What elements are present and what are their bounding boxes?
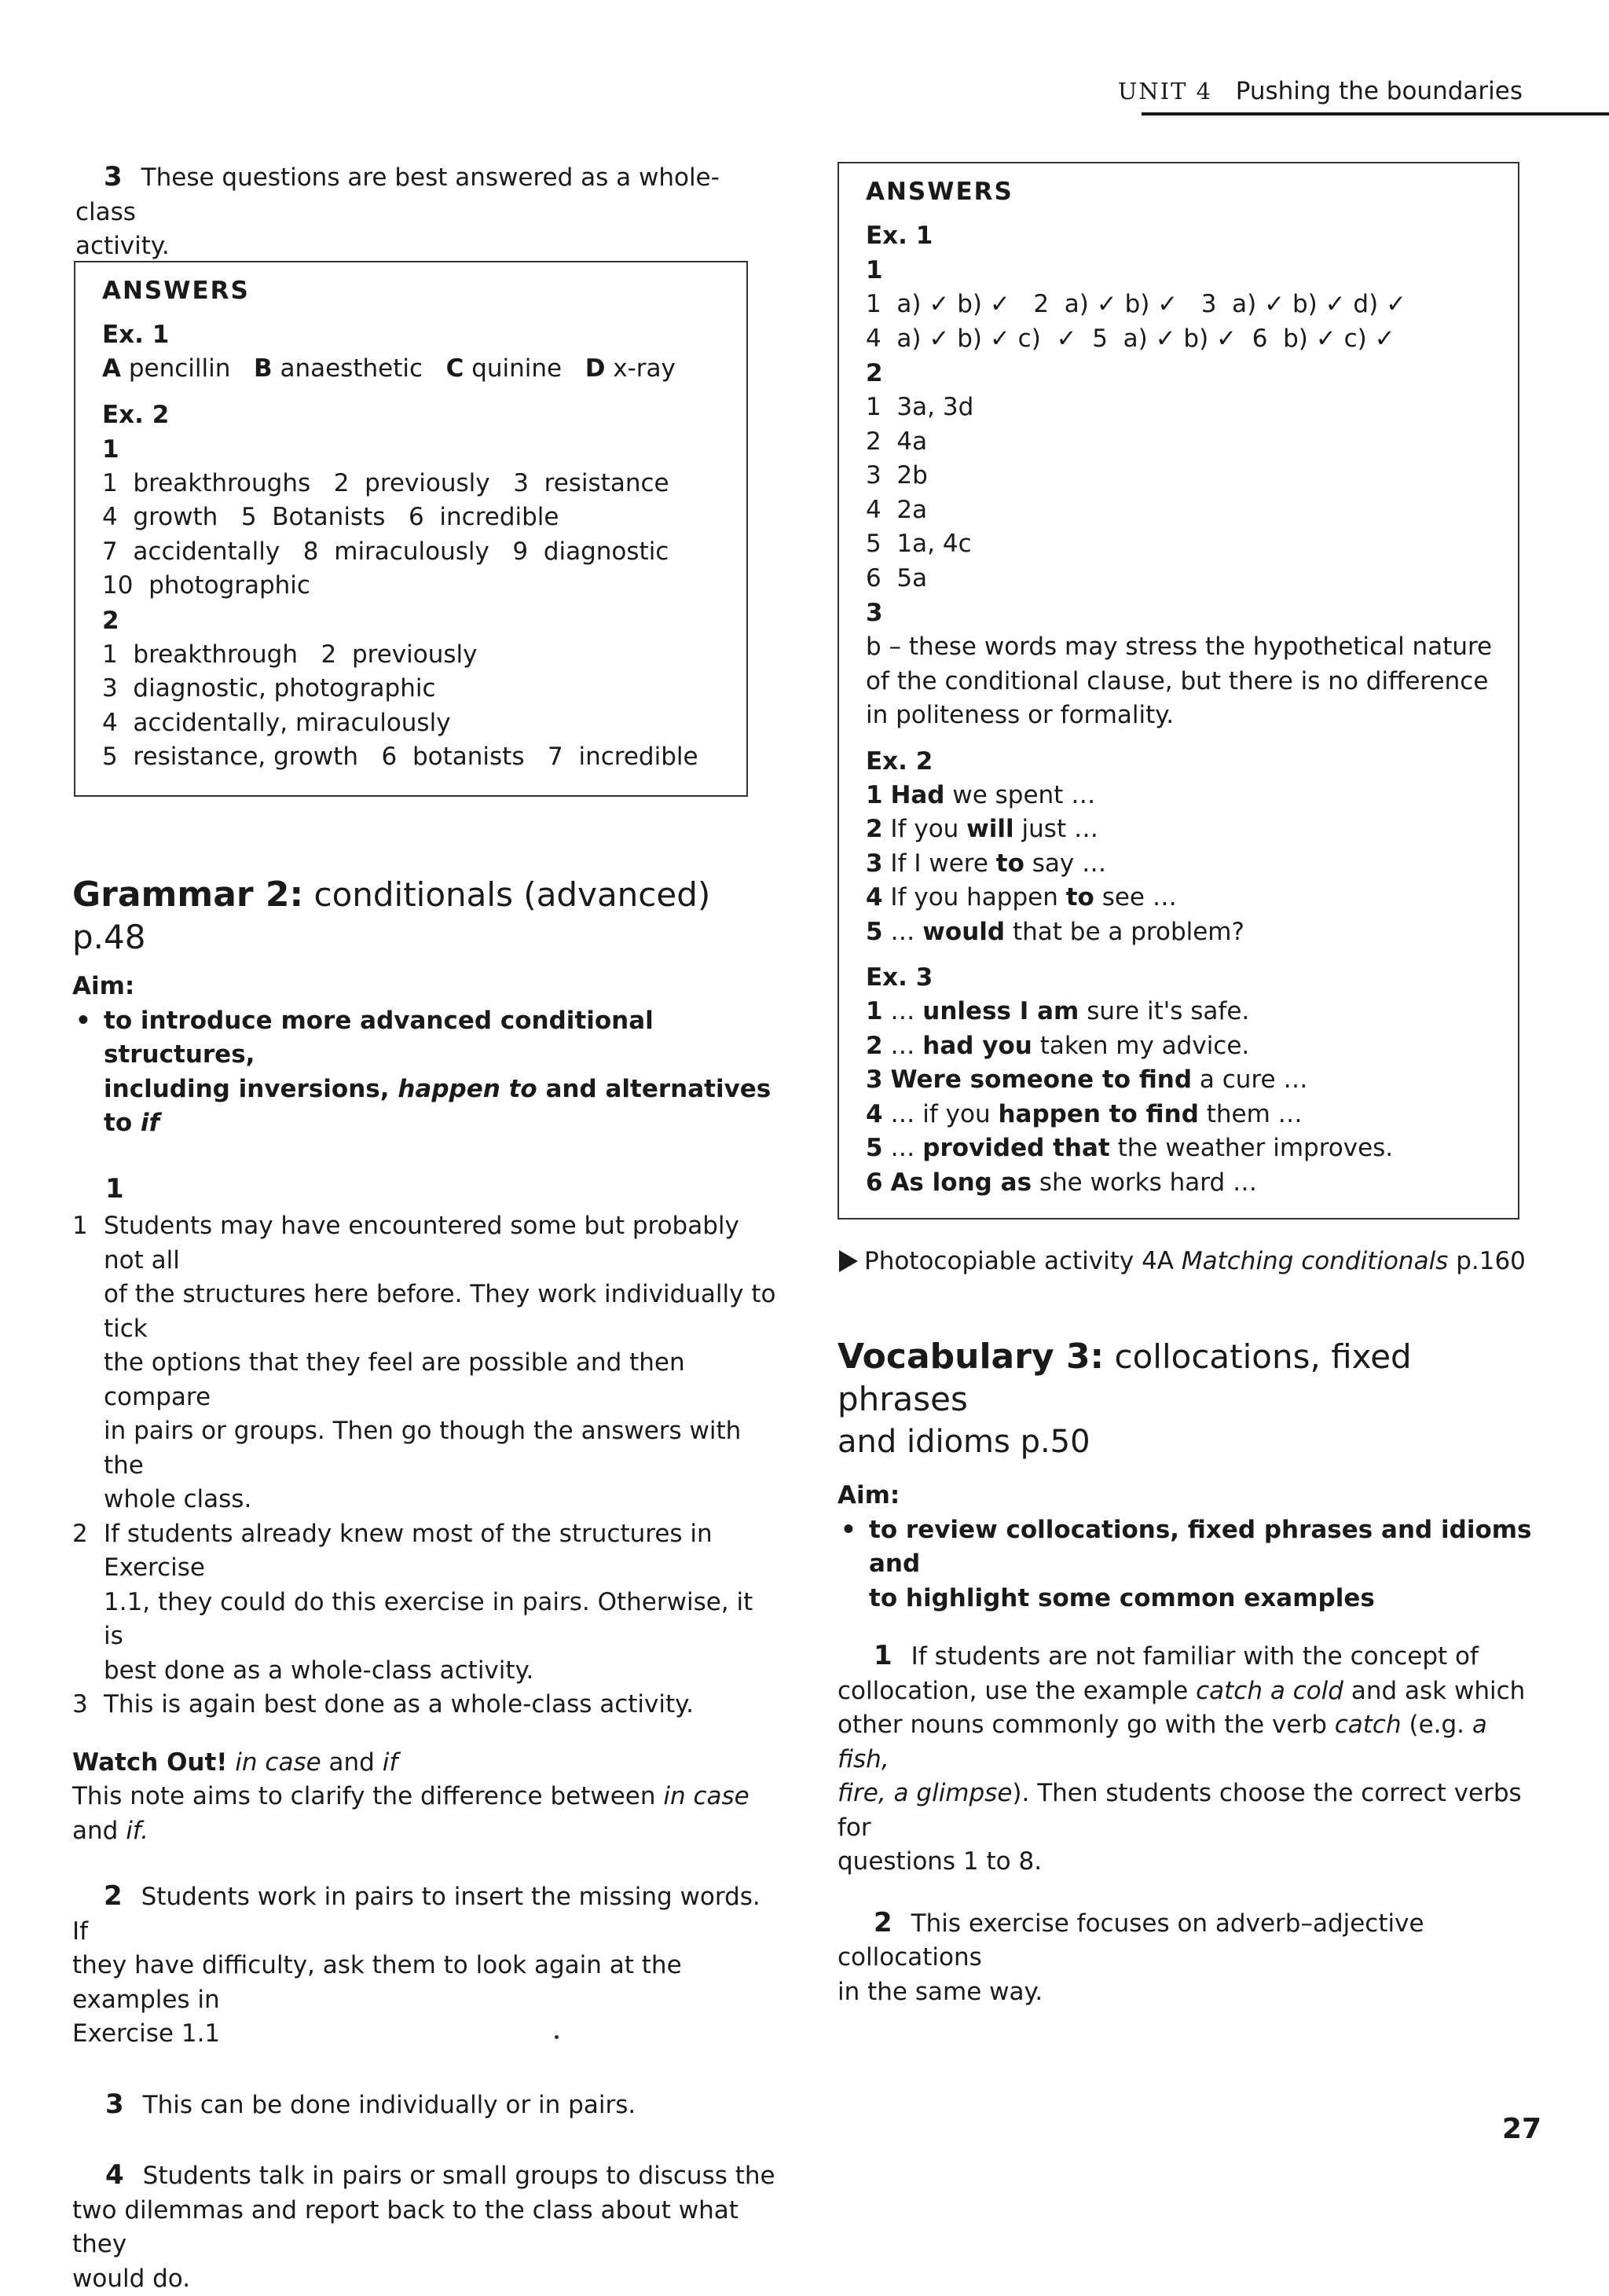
aim-bullet: • to introduce more advanced conditional structures, including inversions, happen to and alternatives to if (72, 1004, 779, 1141)
ex-label: Ex. 1 (102, 317, 746, 352)
answer-line: 4 … if you happen to find them … (866, 1098, 1518, 1132)
exercise-text: These questions are best answered as a whole-class (75, 163, 720, 226)
list-item: 3 This is again best done as a whole-class activity. (72, 1688, 779, 1722)
section-title: Vocabulary 3: collocations, fixed phrases (837, 1336, 1545, 1421)
answer-line: 5 … would that be a problem? (866, 915, 1518, 950)
ex-label: Ex. 1 (866, 218, 1518, 253)
part-number: 2 (102, 603, 746, 638)
answer-line: 6 5a (866, 562, 1518, 596)
page-number: 27 (1502, 2112, 1541, 2147)
exercise-text-cont: activity. (75, 229, 767, 264)
answers-title: ANSWERS (866, 174, 1518, 209)
answer-line: 1 Had we spent … (866, 779, 1518, 813)
watch-out-heading: Watch Out! in case and if (72, 1746, 779, 1781)
answer-line: 1 a) ✓ b) ✓ 2 a) ✓ b) ✓ 3 a) ✓ b) ✓ d) ✓ (866, 288, 1518, 322)
exercise2-text: 2 This exercise focuses on adverb–adjective collocations (837, 1906, 1545, 1975)
watch-out-text: and if. (72, 1814, 779, 1849)
exercise3-text: 3 This can be done individually or in pairs. (72, 2088, 779, 2123)
aim-label: Aim: (72, 970, 779, 1004)
header-rule (1142, 112, 1609, 116)
vocabulary-section (837, 1336, 1545, 2009)
answer-line: 2 If you will just … (866, 812, 1518, 847)
answer-line: b – these words may stress the hypothetical nature (866, 630, 1518, 665)
ex-label: Ex. 2 (102, 398, 746, 432)
section-title-cont: and idioms p.50 (837, 1421, 1545, 1463)
watch-out-text: This note aims to clarify the difference between in case (72, 1780, 779, 1814)
exercise4-text: two dilemmas and report back to the class about what they (72, 2194, 779, 2262)
answer-line: 6 As long as she works hard … (866, 1166, 1518, 1201)
answer-line: 5 … provided that the weather improves. (866, 1131, 1518, 1166)
answer-line: 5 resistance, growth 6 botanists 7 incredible (102, 740, 746, 775)
answer-line: of the conditional clause, but there is no difference (866, 665, 1518, 699)
answer-line: 5 1a, 4c (866, 527, 1518, 562)
answer-line: 4 a) ✓ b) ✓ c) ✓ 5 a) ✓ b) ✓ 6 b) ✓ c) ✓ (866, 322, 1518, 357)
grammar-section (72, 874, 779, 2296)
answers-title: ANSWERS (102, 273, 746, 308)
answer-line: 1 breakthrough 2 previously (102, 638, 746, 673)
exercise4-text: 4 Students talk in pairs or small groups to discuss the (72, 2158, 779, 2194)
left-intro (75, 160, 767, 264)
answer-line: 3 Were someone to find a cure … (866, 1063, 1518, 1098)
exercise1-text: fire, a glimpse). Then students choose the correct verbs for (837, 1777, 1545, 1845)
photocopiable-note: Photocopiable activity 4A Matching conditionals p.160 (839, 1245, 1546, 1279)
exercise2-text: they have difficulty, ask them to look again at the examples in (72, 1949, 779, 2017)
answers-box-left (74, 261, 748, 797)
running-header (1118, 75, 1523, 107)
exercise1-text: questions 1 to 8. (837, 1845, 1545, 1880)
answer-line: 3 diagnostic, photographic (102, 672, 746, 706)
answer-line: 4 growth 5 Botanists 6 incredible (102, 501, 746, 535)
part-number: 3 (866, 596, 1518, 630)
part-number: 2 (866, 356, 1518, 391)
aim-label: Aim: (837, 1479, 1545, 1513)
answer-line: 4 2a (866, 493, 1518, 528)
section-title: Grammar 2: conditionals (advanced) p.48 (72, 874, 779, 959)
answer-line: 3 2b (866, 459, 1518, 493)
exercise1-text: 1 If students are not familiar with the concept of (837, 1639, 1545, 1674)
stray-mark (555, 2035, 559, 2039)
exercise1-text: collocation, use the example catch a cold and ask which (837, 1674, 1545, 1709)
play-triangle-icon (839, 1250, 858, 1272)
list-item: 2 If students already knew most of the structures in Exercise 1.1, they could do this exercise in pairs. Otherwise, it is best done as a whole-class activity. (72, 1517, 779, 1689)
answer-line: 1 breakthroughs 2 previously 3 resistance (102, 467, 746, 501)
ex-label: Ex. 3 (866, 960, 1518, 995)
exercise1-text: other nouns commonly go with the verb catch (e.g. a fish, (837, 1708, 1545, 1777)
list-item: 1 Students may have encountered some but probably not all of the structures here before. They work individually to tick the options that they feel are possible and then compare in pairs or groups. Then go though the answers with the whole class. (72, 1209, 779, 1517)
answer-line: 2 4a (866, 425, 1518, 460)
answers-box-right (837, 162, 1519, 1220)
unit-label: UNIT 4 (1118, 78, 1212, 105)
answer-line: 3 If I were to say … (866, 847, 1518, 882)
exercise1-steps (72, 1209, 779, 1722)
answer-line: 1 3a, 3d (866, 391, 1518, 425)
answer-line: 2 … had you taken my advice. (866, 1029, 1518, 1064)
exercise-number: 1 (72, 1172, 779, 1207)
answer-line: 4 accidentally, miraculously (102, 706, 746, 741)
exercise4-text: would do. (72, 2262, 779, 2296)
exercise-number: 3 (104, 161, 123, 193)
part-number: 1 (866, 253, 1518, 288)
answer-line: 1 … unless I am sure it's safe. (866, 995, 1518, 1029)
exercise2-text: 2 Students work in pairs to insert the missing words. If (72, 1880, 779, 1949)
part-number: 1 (102, 432, 746, 467)
ex1-answers: A pencillin B anaesthetic C quinine D x-ray (102, 352, 746, 387)
answer-line: 4 If you happen to see … (866, 881, 1518, 915)
aim-bullet: • to review collocations, fixed phrases and idioms and to highlight some common examples (837, 1513, 1545, 1616)
answer-line: in politeness or formality. (866, 699, 1518, 733)
exercise2-text: Exercise 1.1 (72, 2017, 779, 2052)
unit-title: Pushing the boundaries (1236, 77, 1523, 105)
answer-line: 10 photographic (102, 569, 746, 603)
answer-line: 7 accidentally 8 miraculously 9 diagnostic (102, 535, 746, 570)
ex-label: Ex. 2 (866, 744, 1518, 779)
exercise2-text: in the same way. (837, 1975, 1545, 2010)
